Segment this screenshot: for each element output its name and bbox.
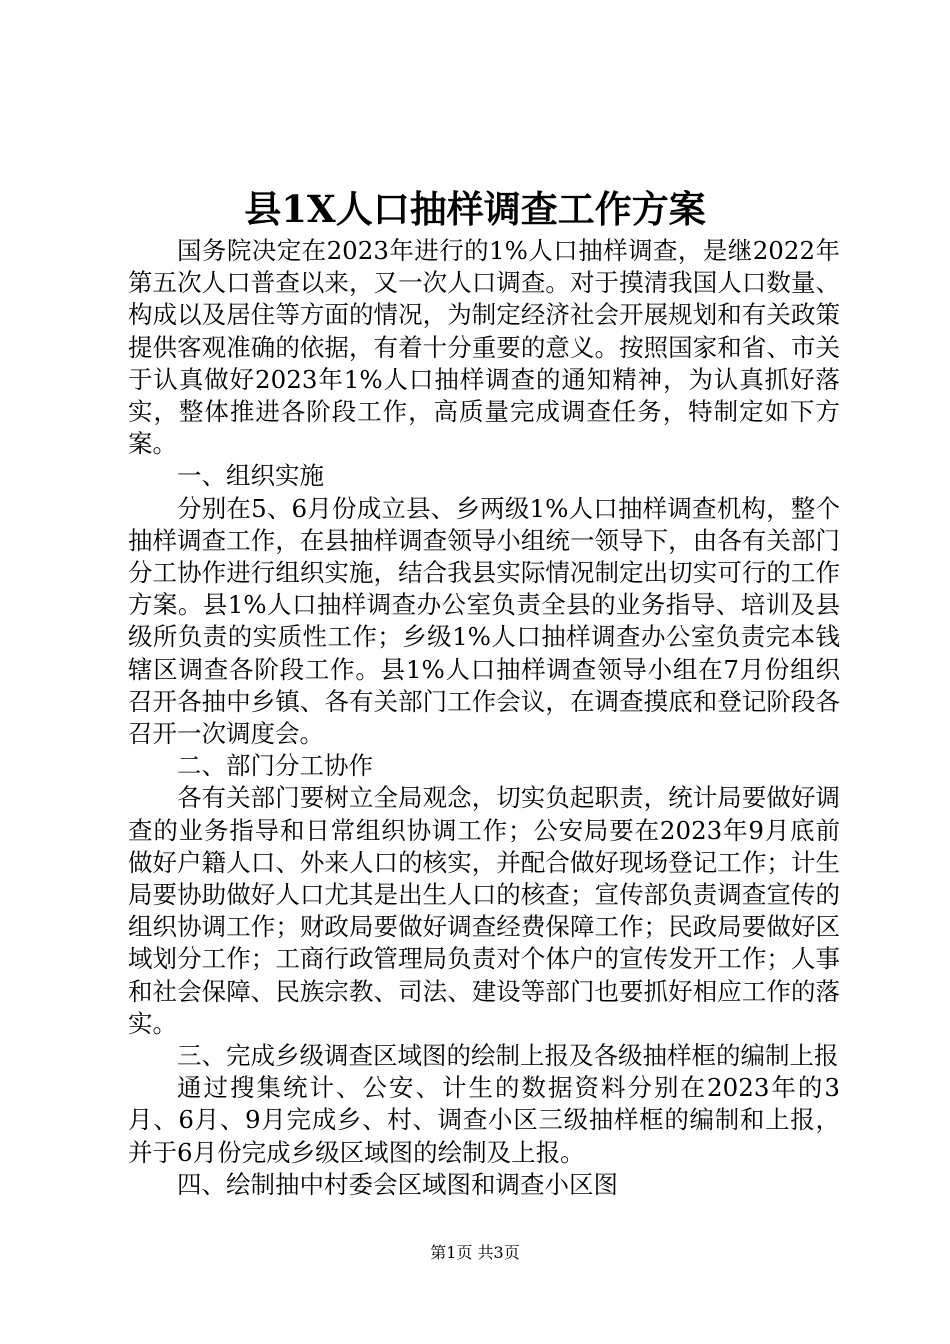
paragraph-sampling-frame: 通过搜集统计、公安、计生的数据资料分别在2023年的3月、6月、9月完成乡、村、调查小区三级抽样框的编制和上报，并于6月份完成乡级区域图的绘制及上报。 [128, 1073, 840, 1167]
document-body [128, 235, 840, 1201]
section-heading-3: 三、完成乡级调查区域图的绘制上报及各级抽样框的编制上报 [177, 1041, 839, 1071]
section-heading-2: 二、部门分工协作 [177, 751, 373, 781]
section-heading-1: 一、组织实施 [177, 461, 324, 491]
paragraph-departments: 各有关部门要树立全局观念，切实负起职责，统计局要做好调查的业务指导和日常组织协调工作；公安局要在2023年9月底前做好户籍人口、外来人口的核实，并配合做好现场登记工作；计生局要协助做好人口尤其是出生人口的核查；宣传部负责调查宣传的组织协调工作；财政局要做好调查经费保障工作；民政局要做好区域划分工作；工商行政管理局负责对个体户的宣传发开工作；人事和社会保障、民族宗教、司法、建设等部门也要抓好相应工作的落实。 [128, 783, 840, 1038]
document-title: 县1X人口抽样调查工作方案 [244, 187, 706, 231]
page-footer: 第1页 共3页 [430, 1243, 520, 1262]
paragraph-intro: 国务院决定在2023年进行的1%人口抽样调查，是继2022年第五次人口普查以来，又一次人口调查。对于摸清我国人口数量、构成以及居住等方面的情况，为制定经济社会开展规划和有关政策提供客观准确的依据，有着十分重要的意义。按照国家和省、市关于认真做好2023年1%人口抽样调查的通知精神，为认真抓好落实，整体推进各阶段工作，高质量完成调查任务，特制定如下方案。 [128, 236, 840, 459]
section-heading-4: 四、绘制抽中村委会区域图和调查小区图 [177, 1169, 618, 1199]
paragraph-organization: 分别在5、6月份成立县、乡两级1%人口抽样调查机构，整个抽样调查工作，在县抽样调查领导小组统一领导下，由各有关部门分工协作进行组织实施，结合我县实际情况制定出切实可行的工作方案。县1%人口抽样调查办公室负责全县的业务指导、培训及县级所负责的实质性工作；乡级1%人口抽样调查办公室负责完本钱辖区调查各阶段工作。县1%人口抽样调查领导小组在7月份组织召开各抽中乡镇、各有关部门工作会议，在调查摸底和登记阶段各召开一次调度会。 [128, 493, 840, 749]
